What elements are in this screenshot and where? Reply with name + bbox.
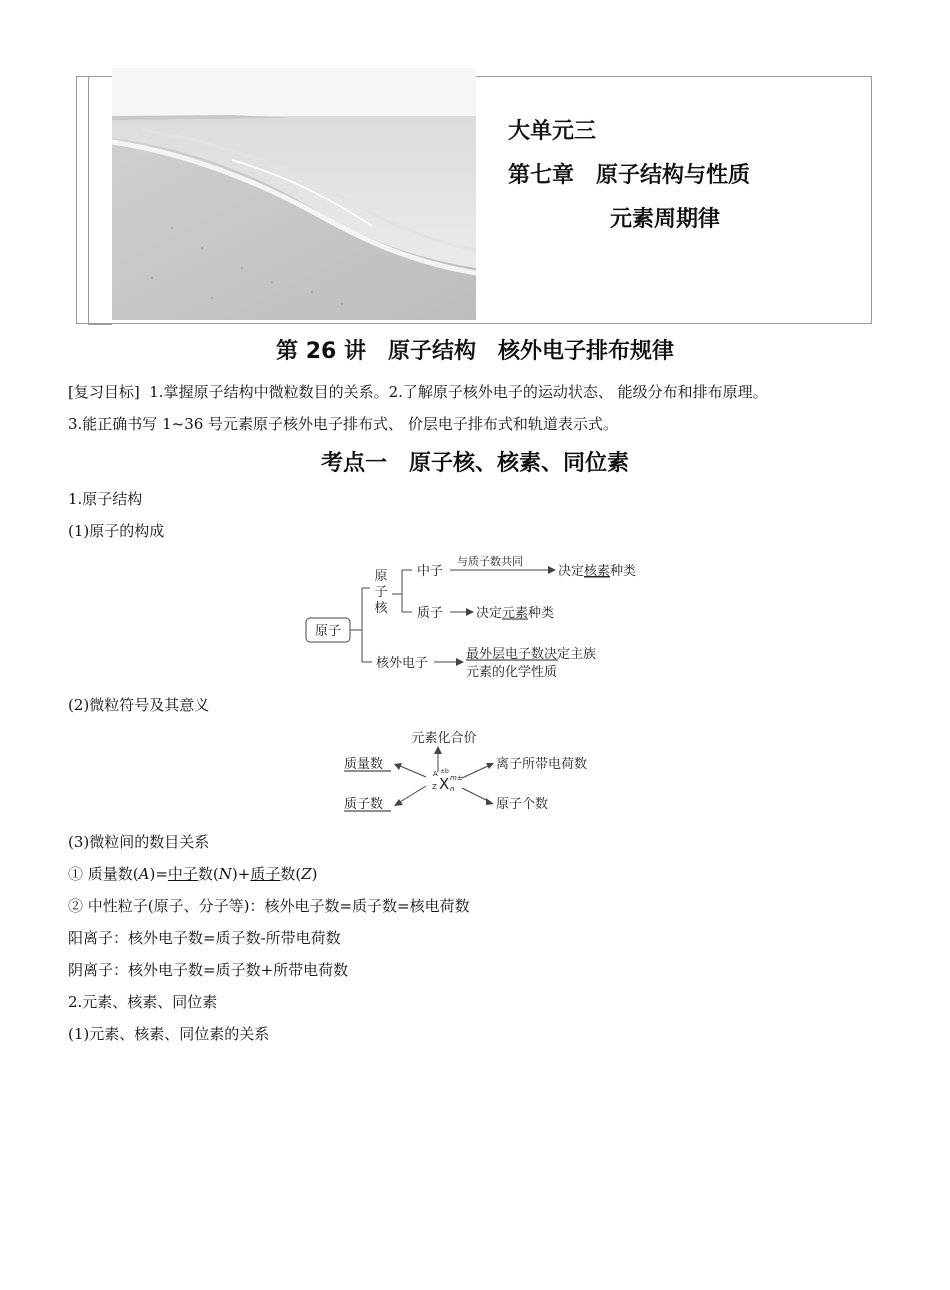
atom-bracket — [350, 588, 372, 662]
particle-symbol-heading: (2)微粒符号及其意义 — [68, 696, 210, 714]
neutron-result-underlined: 核素 — [584, 564, 611, 579]
chapter-subtitle: 元素周期律 — [610, 207, 721, 232]
mass-number-arrow — [400, 766, 426, 777]
banner-corner-line — [88, 324, 112, 325]
mass-number-label: 质量数 — [344, 757, 384, 772]
lecture-title: 第 26 讲 原子结构 核外电子排布规律 — [276, 339, 674, 364]
banner-corner-line — [88, 76, 89, 324]
symbol-sup-right: m± — [450, 774, 463, 782]
ion-charge-label: 离子所带电荷数 — [496, 757, 588, 772]
relation-cation: 阳离子：核外电子数=质子数-所带电荷数 — [68, 929, 341, 947]
symbol-sub-right: n — [450, 785, 455, 793]
number-relations-heading: (3)微粒间的数目关系 — [68, 833, 210, 851]
proton-result-post: 种类 — [528, 606, 555, 621]
relation-text: 数( — [280, 865, 302, 883]
neutron-arrowhead — [548, 566, 556, 574]
nucleus-char-3: 核 — [374, 601, 388, 616]
review-goals-line2: 3.能正确书写 1~36 号元素原子核外电子排布式、 价层电子排布式和轨道表示式。 — [68, 415, 618, 433]
chapter-banner — [76, 68, 872, 326]
electron-result-line1: 最外层电子数决定主族 — [466, 647, 597, 662]
electron-label: 核外电子 — [376, 656, 429, 671]
answer-neutron: 中子 — [167, 865, 198, 883]
nucleus-bracket — [392, 570, 412, 612]
banner-corner-line — [88, 76, 112, 77]
relation-mass-number — [68, 864, 317, 884]
symbol-N: N — [218, 865, 232, 883]
relation-text: ① 质量数( — [68, 865, 139, 883]
relation-text: )= — [149, 865, 168, 883]
beach-photo — [112, 68, 476, 320]
relation-text: )+ — [231, 865, 251, 883]
chapter-title: 第七章 原子结构与性质 — [508, 163, 751, 188]
nucleus-char-2: 子 — [374, 585, 388, 600]
symbol-sup-left: A — [433, 770, 438, 778]
element-symbol: X — [439, 775, 450, 793]
atom-count-arrow — [462, 788, 488, 801]
answer-proton: 质子 — [250, 865, 281, 883]
neutron-label: 中子 — [417, 564, 444, 579]
atom-composition-diagram — [300, 548, 660, 688]
particle-symbol-diagram — [336, 724, 626, 818]
relation-anion: 阴离子：核外电子数=质子数+所带电荷数 — [68, 961, 349, 979]
relation-neutral-particle: ② 中性粒子(原子、分子等)：核外电子数=质子数=核电荷数 — [68, 897, 470, 915]
review-goals-line1 — [68, 382, 768, 402]
proton-arrowhead — [466, 608, 474, 616]
proton-number-arrowhead — [394, 799, 403, 806]
neutron-result-pre: 决定 — [558, 564, 585, 579]
proton-number-arrow — [400, 786, 426, 802]
electron-result-line2: 元素的化学性质 — [466, 665, 558, 680]
atom-count-arrowhead — [486, 798, 494, 805]
element-nuclide-isotope-heading: 2.元素、核素、同位素 — [68, 993, 218, 1011]
relation-text: ) — [311, 865, 318, 883]
symbol-Z: Z — [301, 865, 312, 883]
atom-count-label: 原子个数 — [496, 797, 549, 812]
review-goals-label: [复习目标] — [68, 383, 140, 401]
element-nuclide-isotope-relation-heading: (1)元素、核素、同位素的关系 — [68, 1025, 270, 1043]
banner-titles — [508, 110, 750, 242]
proton-label: 质子 — [417, 606, 444, 621]
neutron-arrow-label: 与质子数共同 — [457, 555, 523, 568]
electron-arrowhead — [456, 658, 464, 666]
review-goals-text: 1.掌握原子结构中微粒数目的关系。2.了解原子核外电子的运动状态、 能级分布和排布原理。 — [149, 383, 768, 401]
symbol-sub-left: Z — [432, 783, 437, 791]
valence-arrowhead — [434, 746, 442, 754]
symbol-sup-top: ±b — [440, 768, 449, 775]
nucleus-char-1: 原 — [374, 569, 388, 584]
valence-label: 元素化合价 — [411, 731, 477, 746]
relation-text: 数( — [197, 865, 219, 883]
section-title: 考点一 原子核、核素、同位素 — [320, 451, 629, 476]
unit-title: 大单元三 — [508, 119, 597, 144]
proton-result-underlined: 元素 — [502, 606, 529, 621]
neutron-result-post: 种类 — [610, 564, 637, 579]
proton-number-label: 质子数 — [344, 797, 384, 812]
atom-composition-heading: (1)原子的构成 — [68, 522, 165, 540]
atom-label: 原子 — [314, 624, 342, 639]
ion-charge-arrow — [462, 766, 488, 778]
atomic-structure-heading: 1.原子结构 — [68, 490, 143, 508]
symbol-A: A — [138, 865, 150, 883]
proton-result-pre: 决定 — [476, 606, 503, 621]
